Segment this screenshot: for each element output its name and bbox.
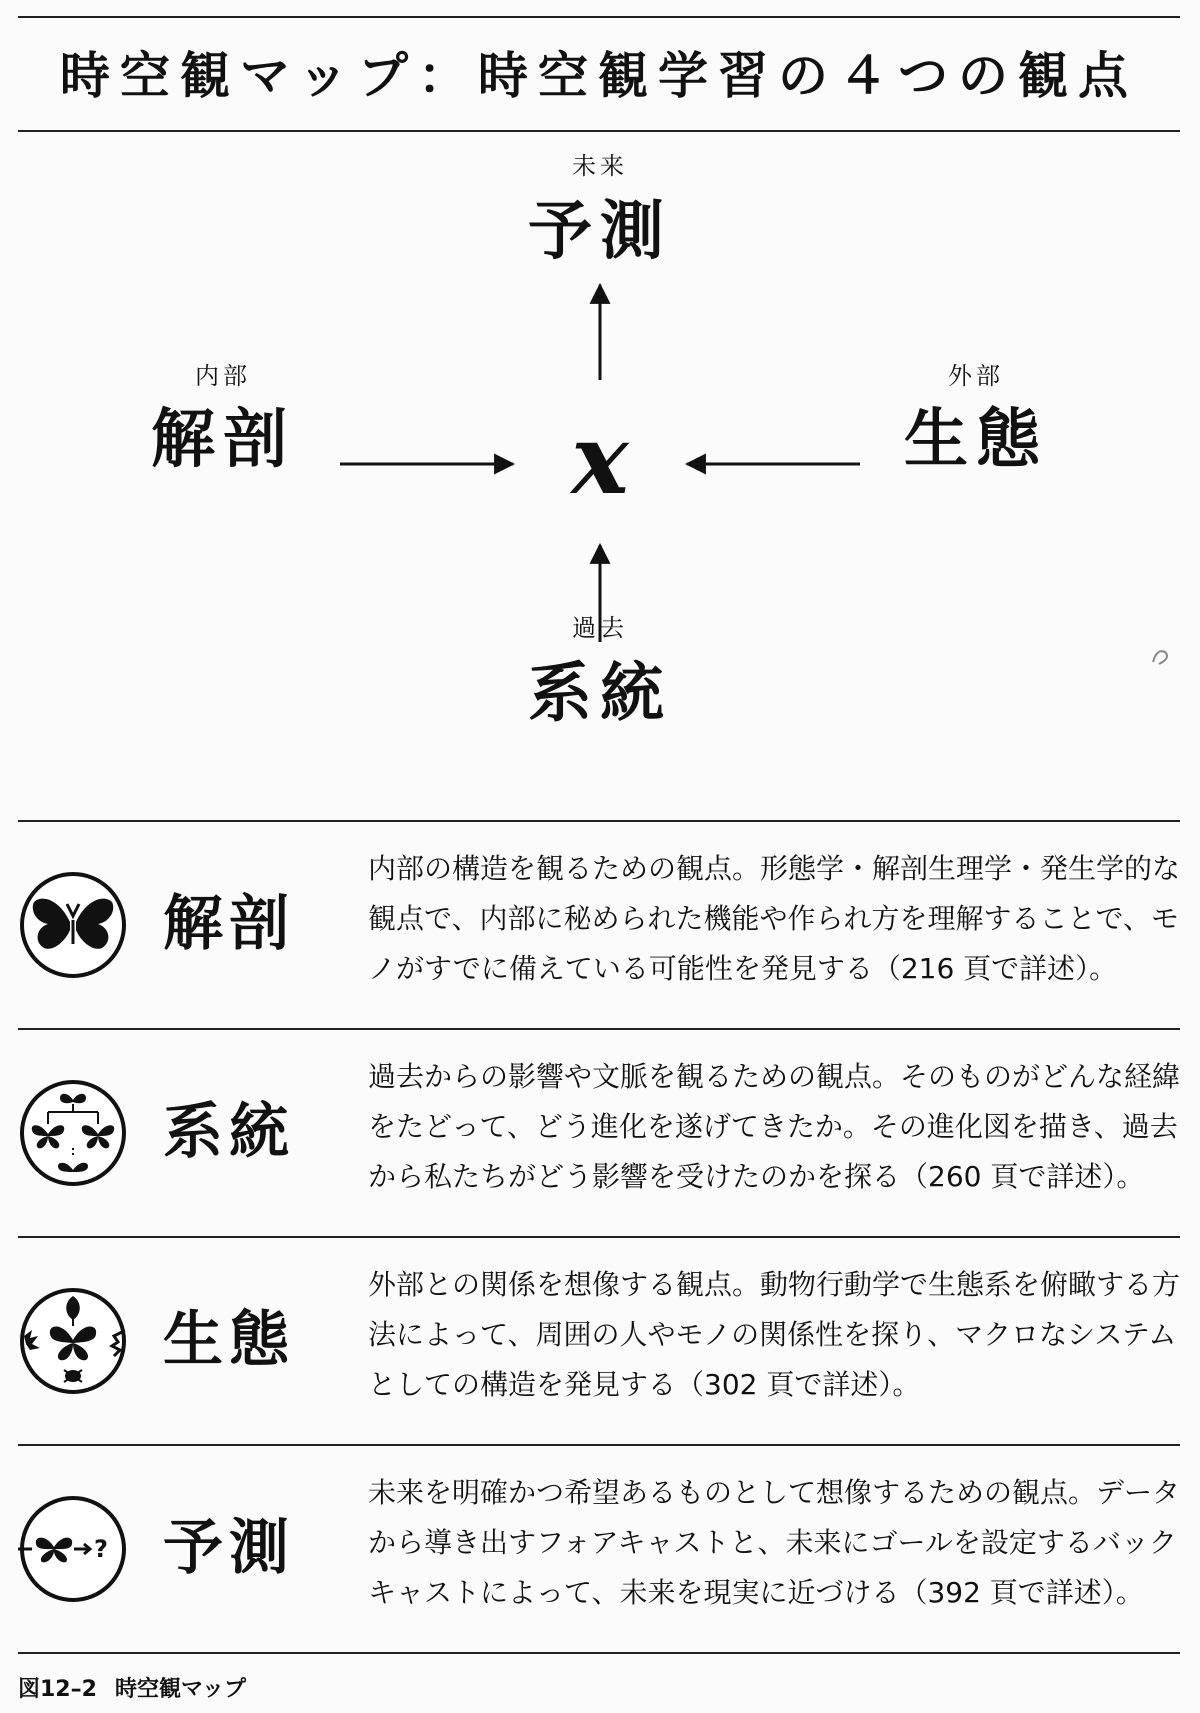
list-item-ecology — [18, 1238, 1180, 1444]
row-label-ecology: 生態 — [163, 1305, 295, 1375]
page-title: 時空観マップ：時空観学習の４つの観点 — [60, 46, 1138, 105]
bottom-rule — [18, 1652, 1180, 1654]
svg-text:?: ? — [94, 1535, 108, 1563]
node-bottom-main: 系統 — [528, 656, 672, 731]
butterfly-ecology-icon — [18, 1286, 128, 1396]
node-left-main: 解剖 — [151, 402, 295, 477]
list-item-phylogeny — [18, 1030, 1180, 1236]
node-right-main: 生態 — [904, 402, 1048, 477]
node-bottom-sub: 過去 — [572, 614, 628, 642]
list-item-forecast — [18, 1446, 1180, 1652]
node-top-main: 予測 — [528, 194, 672, 269]
row-label-forecast: 予測 — [163, 1513, 295, 1583]
node-top-sub: 未来 — [572, 152, 628, 180]
list-item-anatomy — [18, 822, 1180, 1028]
figure-title: 時空観マップ — [114, 1677, 247, 1702]
top-rule — [18, 16, 1180, 18]
butterfly-forecast-icon — [18, 1494, 128, 1604]
butterfly-phylogeny-icon — [18, 1078, 128, 1188]
center-variable-x: x — [571, 403, 629, 516]
node-left-sub: 内部 — [195, 362, 251, 390]
node-right-sub: 外部 — [948, 362, 1004, 390]
row-label-phylogeny: 系統 — [163, 1097, 295, 1167]
row-desc-phylogeny: 過去からの影響や文脈を観るための観点。そのものがどんな経緯をたどって、どう進化を遂げてきたか。その進化図を描き、過去から私たちがどう影響を受けたのかを探る（260 頁で詳述）。 — [368, 1060, 1181, 1193]
time-space-diagram — [18, 130, 1180, 820]
figure-number: 図12–2 — [18, 1677, 97, 1702]
figure-caption — [18, 1672, 246, 1703]
pencil-mark — [1153, 651, 1167, 664]
row-desc-ecology: 外部との関係を想像する観点。動物行動学で生態系を俯瞰する方法によって、周囲の人やモノの関係性を探り、マクロなシステムとしての構造を発見する（302 頁で詳述）。 — [368, 1268, 1181, 1401]
row-desc-anatomy: 内部の構造を観るための観点。形態学・解剖生理学・発生学的な観点で、内部に秘められた機能や作られ方を理解することで、モノがすでに備えている可能性を発見する（216 頁で詳述）。 — [368, 852, 1181, 985]
butterfly-anatomy-icon — [18, 870, 128, 980]
row-desc-forecast: 未来を明確かつ希望あるものとして想像するための観点。データから導き出すフォアキャストと、未来にゴールを設定するバックキャストによって、未来を現実に近づける（392 頁で詳述）。 — [368, 1476, 1181, 1609]
row-label-anatomy: 解剖 — [163, 889, 295, 959]
